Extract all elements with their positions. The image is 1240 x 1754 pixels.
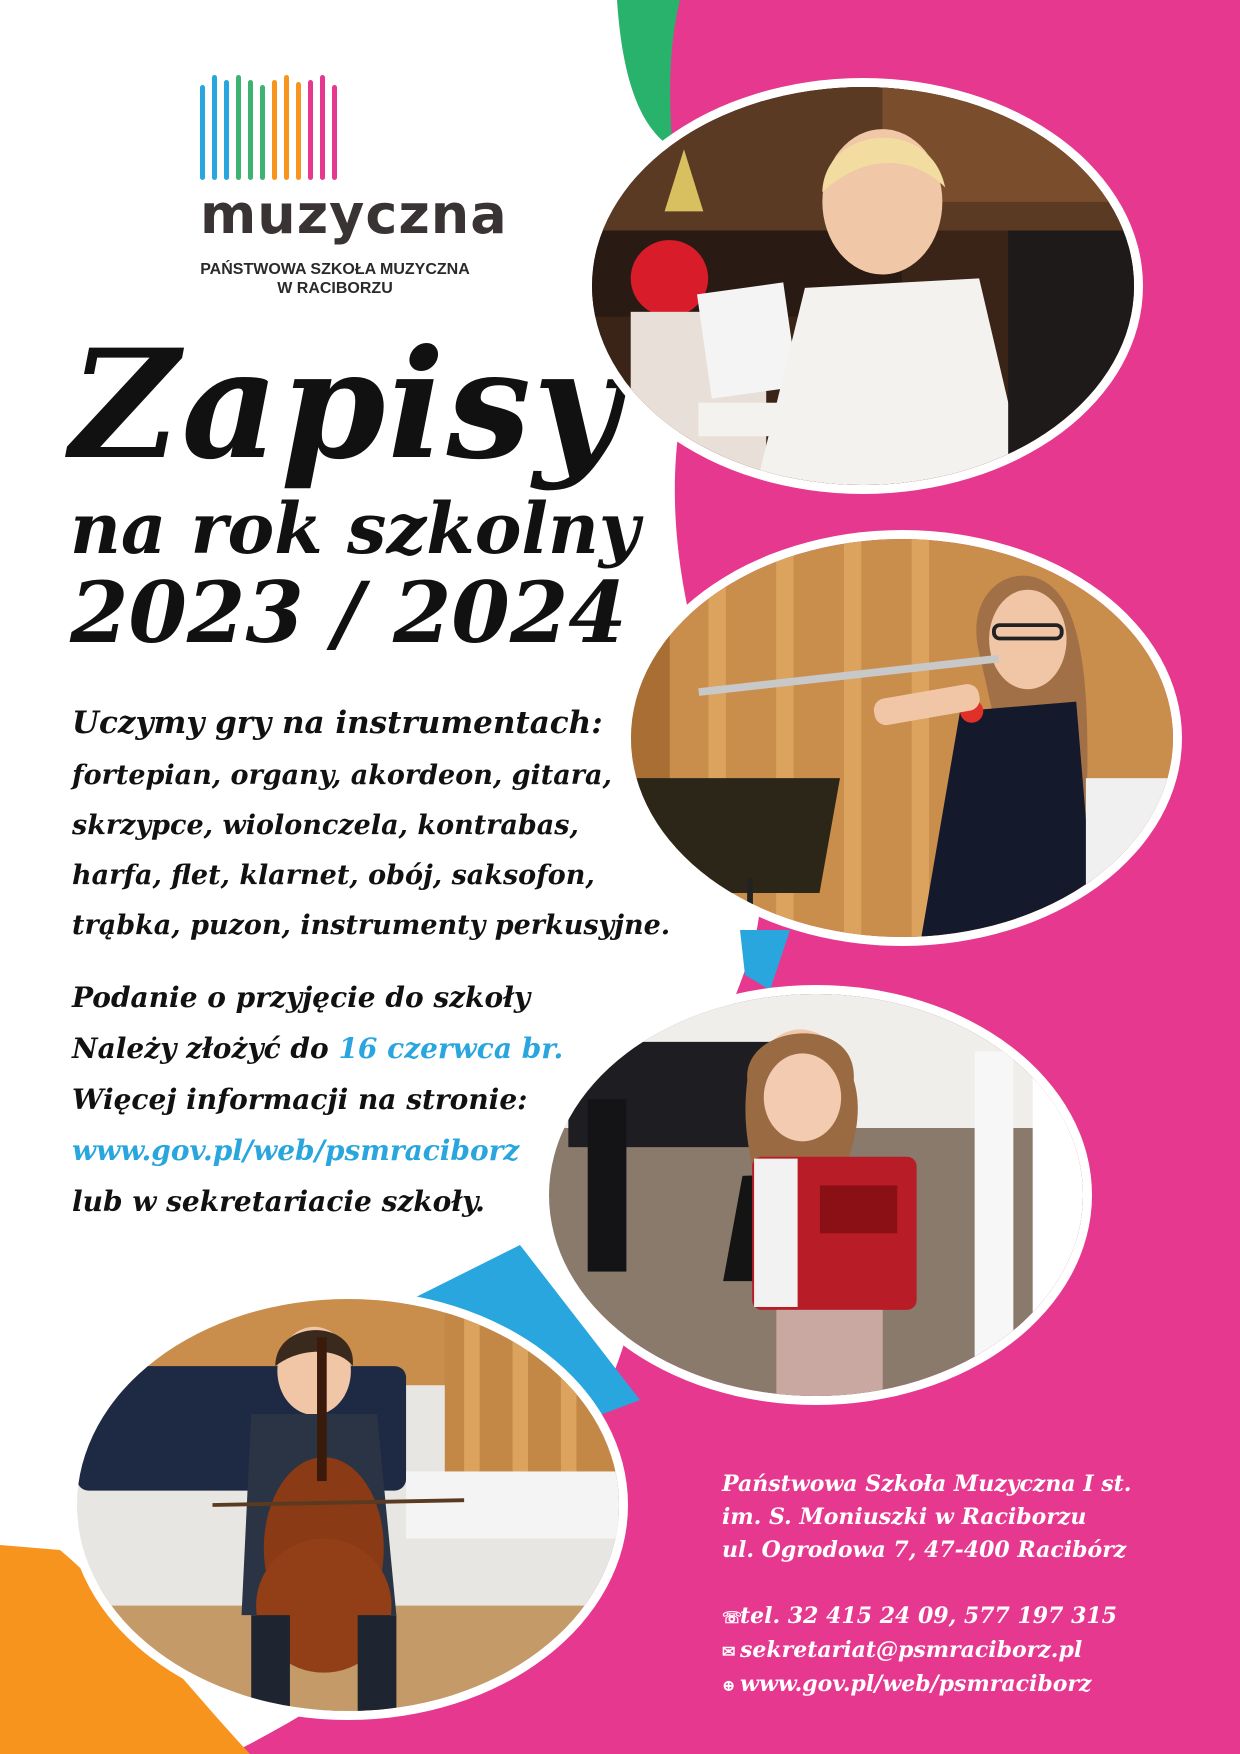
instruments-block (72, 705, 670, 951)
logo-bar (284, 75, 289, 180)
logo-bar (308, 80, 313, 180)
instruments-line: skrzypce, wiolonczela, kontrabas, (72, 810, 579, 841)
contact-school-name: Państwowa Szkoła Muzyczna I st. (722, 1471, 1132, 1497)
contact-address: ul. Ogrodowa 7, 47-400 Racibórz (722, 1537, 1127, 1563)
logo-bars (200, 70, 480, 180)
application-block (72, 972, 563, 1227)
photo-boy-cello (68, 1290, 628, 1720)
application-deadline: 16 czerwca br. (338, 1032, 564, 1065)
logo-bar (296, 82, 301, 180)
contact-web[interactable]: www.gov.pl/web/psmraciborz (740, 1671, 1092, 1697)
envelope-icon: ✉ (722, 1642, 736, 1661)
application-line: lub w sekretariacie szkoły. (72, 1185, 485, 1218)
application-line: Więcej informacji na stronie: (72, 1083, 528, 1116)
contact-patron: im. S. Moniuszki w Raciborzu (722, 1504, 1087, 1530)
logo-subtitle-line1: PAŃSTWOWA SZKOŁA MUZYCZNA (200, 261, 470, 278)
headline-main: Zapisy (70, 317, 623, 493)
application-deadline-prefix: Należy złożyć do (72, 1032, 339, 1065)
photo-girl-accordion (540, 985, 1092, 1405)
logo-bar (212, 75, 217, 180)
photo-boy-orchestra (583, 78, 1143, 494)
instruments-line: trąbka, puzon, instrumenty perkusyjne. (72, 910, 671, 941)
contact-email[interactable]: sekretariat@psmraciborz.pl (740, 1637, 1083, 1663)
headline-year: 2023 / 2024 (70, 563, 627, 662)
instruments-line: harfa, flet, klarnet, obój, saksofon, (72, 860, 595, 891)
instruments-lead: Uczymy gry na instrumentach: (72, 705, 603, 741)
application-website-link[interactable]: www.gov.pl/web/psmraciborz (72, 1134, 520, 1167)
logo-bar (260, 85, 265, 180)
contact-block (722, 1468, 1131, 1702)
contact-web-row (722, 1668, 1131, 1702)
application-line: Podanie o przyjęcie do szkoły (72, 981, 531, 1014)
school-logo (200, 70, 508, 298)
photo-girl-flute (622, 530, 1182, 946)
headline (70, 317, 640, 662)
logo-bar (320, 75, 325, 180)
instruments-line: fortepian, organy, akordeon, gitara, (72, 760, 612, 791)
logo-bar (248, 80, 253, 180)
logo-bar (236, 75, 241, 180)
logo-subtitle-line2: W RACIBORZU (277, 280, 393, 298)
logo-bar (200, 85, 205, 180)
logo-subtitle (200, 260, 470, 298)
logo-wordmark: muzyczna (200, 183, 508, 246)
logo-bar (332, 85, 337, 180)
logo-bar (272, 80, 277, 180)
application-deadline-line (72, 1023, 563, 1074)
contact-phone-row (722, 1600, 1131, 1634)
contact-email-row (722, 1634, 1131, 1668)
contact-spacer (722, 1567, 1131, 1600)
logo-bar (224, 80, 229, 180)
phone-icon: ☏ (722, 1608, 743, 1627)
contact-phone: tel. 32 415 24 09, 577 197 315 (740, 1603, 1117, 1629)
globe-icon: ⊕ (722, 1676, 736, 1695)
headline-sub: na rok szkolny (70, 487, 640, 570)
